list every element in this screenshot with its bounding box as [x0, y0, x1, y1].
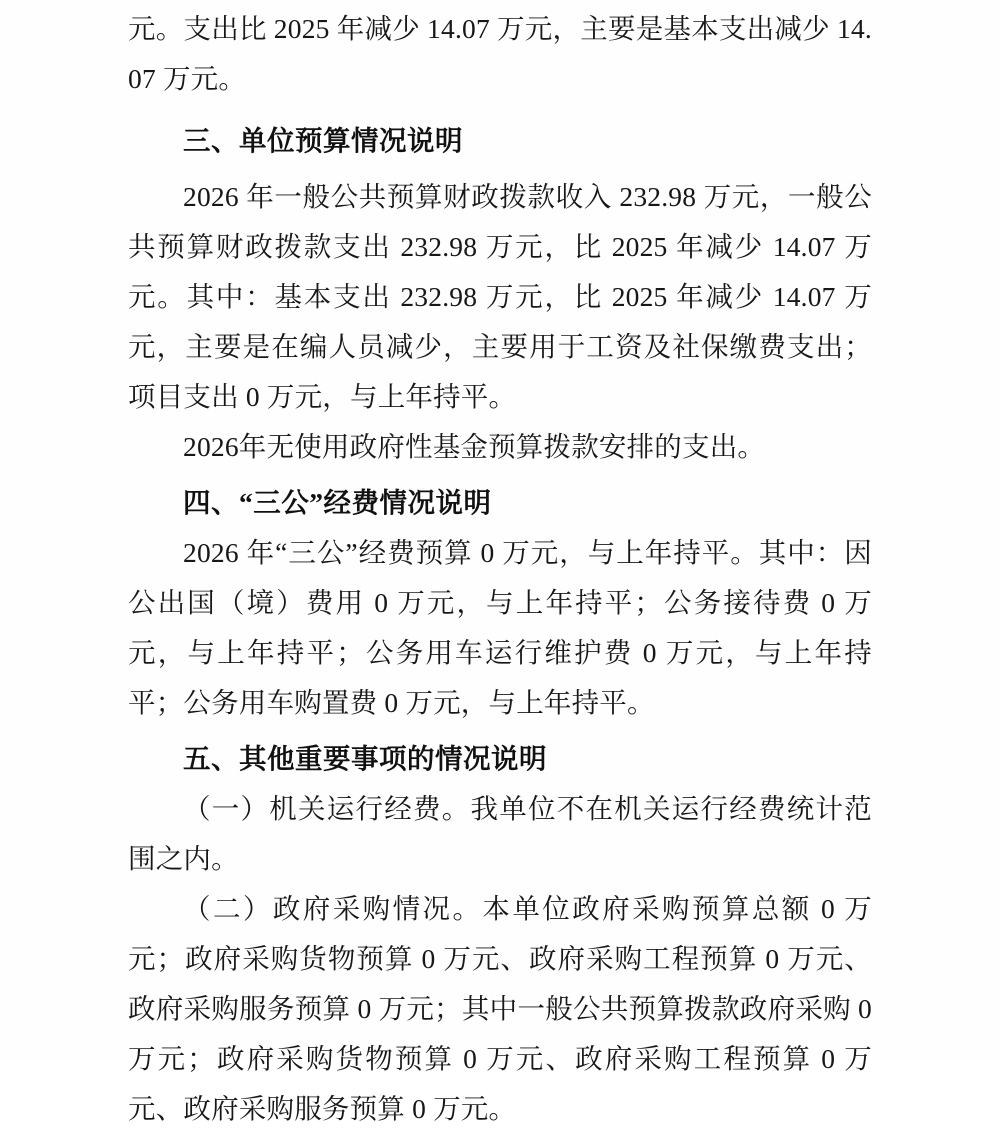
- paragraph-block: [128, 884, 872, 1134]
- body-paragraph: 元。支出比 2025 年减少 14.07 万元，主要是基本支出减少 14.07 万元。: [128, 13, 872, 94]
- body-paragraph: （一）机关运行经费。我单位不在机关运行经费统计范围之内。: [128, 793, 872, 874]
- paragraph-block: [128, 528, 872, 728]
- section-heading-five: 五、其他重要事项的情况说明: [183, 743, 547, 774]
- paragraph-block: [128, 172, 872, 422]
- section-heading-block: [128, 478, 872, 528]
- paragraph-block: [128, 4, 872, 104]
- document-body: [128, 0, 872, 1134]
- body-paragraph: 2026 年“三公”经费预算 0 万元，与上年持平。其中：因公出国（境）费用 0 万元，与上年持平；公务接待费 0 万元，与上年持平；公务用车运行维护费 0 万元，与上年持平；公务用车购置费 0 万元，与上年持平。: [128, 537, 872, 718]
- section-heading-four: 四、“三公”经费情况说明: [183, 487, 492, 518]
- section-heading-block: [128, 734, 872, 784]
- section-heading-three: 三、单位预算情况说明: [183, 125, 463, 156]
- section-heading-block: [128, 116, 872, 166]
- paragraph-block: [128, 784, 872, 884]
- body-paragraph: （二）政府采购情况。本单位政府采购预算总额 0 万元；政府采购货物预算 0 万元、政府采购工程预算 0 万元、政府采购服务预算 0 万元；其中一般公共预算拨款政府采购 0 万元；政府采购货物预算 0 万元、政府采购工程预算 0 万元、政府采购服务预算 0 万元。: [128, 893, 872, 1124]
- paragraph-block: [128, 422, 872, 472]
- body-paragraph: 2026 年一般公共预算财政拨款收入 232.98 万元，一般公共预算财政拨款支出 232.98 万元，比 2025 年减少 14.07 万元。其中：基本支出 232.98 万元，比 2025 年减少 14.07 万元，主要是在编人员减少，主要用于工资及社保缴费支出；项目支出 0 万元，与上年持平。: [128, 181, 872, 412]
- section-spacer: [128, 104, 872, 116]
- body-paragraph: 2026年无使用政府性基金预算拨款安排的支出。: [183, 431, 766, 462]
